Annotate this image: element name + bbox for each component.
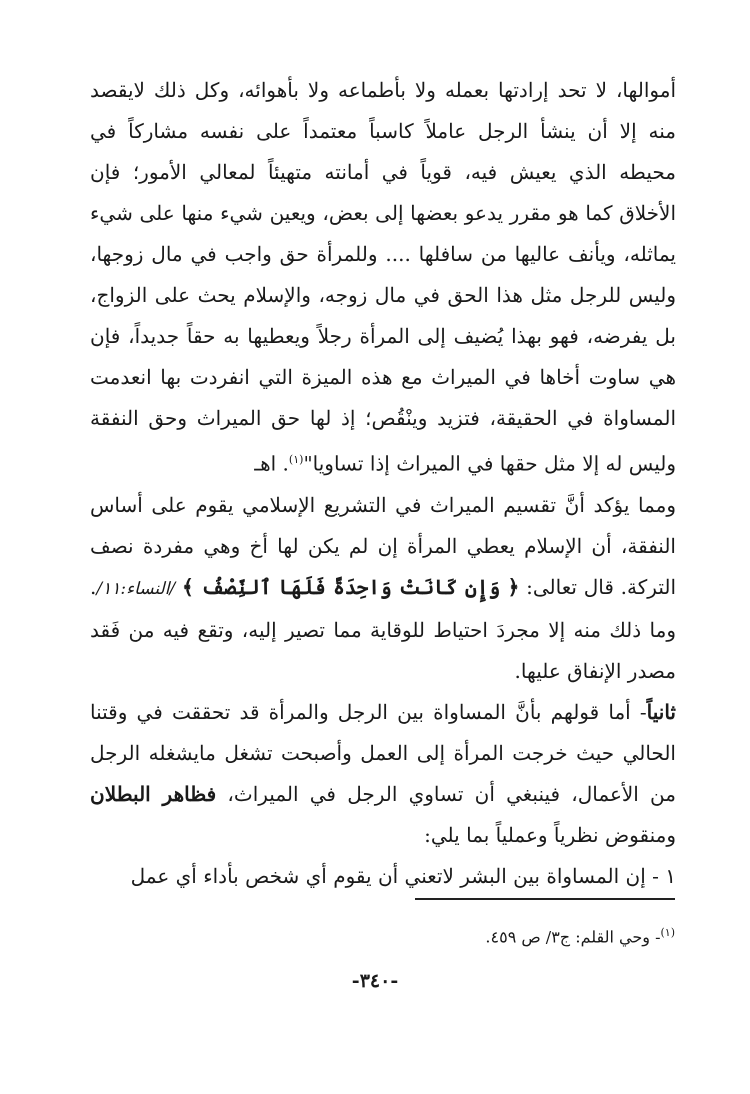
paragraph-1-tail: . اهـ <box>254 451 289 476</box>
paragraph-2 <box>90 485 676 692</box>
page-number: -٣٤٠- <box>351 970 399 992</box>
footnote-marker: (١) <box>660 926 675 939</box>
paragraph-3 <box>90 692 676 856</box>
paragraph-2-text-after-quran: . وما ذلك منه إلا مجردَ احتياط للوقاية مما تصير إليه، وتقع فيه من فَقد مصدر الإنفاق عليها. <box>90 574 676 683</box>
body-text <box>90 70 676 897</box>
paragraph-3-lead: ثانياً <box>646 699 676 724</box>
paragraph-4 <box>90 856 676 897</box>
footnote-text: - وحي القلم: ج٣/ ص ٤٥٩. <box>485 927 661 947</box>
paragraph-3-bold-phrase: فظاهر البطلان <box>90 781 217 806</box>
quran-verse: ﴿ وَإِن كَانَتْ وَاحِدَةً فَلَهَا ٱلنِّصْفُ ﴾ <box>181 574 520 599</box>
paragraph-1 <box>90 70 676 485</box>
footnote-reference: (١) <box>288 453 304 466</box>
paragraph-4-text: ١ - إن المساواة بين البشر لاتعني أن يقوم أي شخص بأداء أي عمل <box>130 863 676 888</box>
paragraph-1-text: أموالها، لا تحد إرادتها بعمله ولا بأطماعه ولا بأهوائه، وكل ذلك لايقصد منه إلا أن ينشأ الرجل عاملاً كاسباً معتمداً على نفسه مشاركاً في محيطه الذي يعيش فيه، قوياً في أمانته متهيئاً لمعالي الأمور؛ فإن الأخلاق كما هو مقرر يدعو بعضها إلى بعض، ويعين شيء منها على شيء يماثله، ويأنف عاليها من سافلها .... وللمرأة حق واجب في مال زوجها، وليس للرجل مثل هذا الحق في مال زوجه، والإسلام يحث على الزواج، بل يفرضه، فهو بهذا يُضيف إلى المرأة رجلاً ويعطيها به حقاً جديداً، فإن هي ساوت أخاها في الميراث مع هذه الميزة التي انفردت بها انعدمت المساواة في الحقيقة، فتزيد وينْقُص؛ إذ لها حق الميراث وحق النفقة وليس له إلا مثل حقها في الميراث إذا تساويا" <box>90 78 676 476</box>
footnote-divider <box>415 898 675 900</box>
paragraph-2-text-before-quran: ومما يؤكد أنَّ تقسيم الميراث في التشريع الإسلامي يقوم على أساس النفقة، أن الإسلام يعطي المرأة إن لم يكن لها أخ وهي مفردة نصف التركة. قال تعالى: <box>90 492 677 599</box>
paragraph-3-tail: ومنقوض نظرياً وعملياً بما يلي: <box>424 822 676 847</box>
paragraph-3-text: - أما قولهم بأنَّ المساواة بين الرجل والمرأة قد تحققت في وقتنا الحالي حيث خرجت المرأة إلى العمل وأصبحت تشغل مايشغله الرجل من الأعمال، فينبغي أن تساوي الرجل في الميراث، <box>90 699 676 806</box>
footnote <box>300 920 675 950</box>
quran-reference: /النساء:١١/ <box>96 578 176 599</box>
